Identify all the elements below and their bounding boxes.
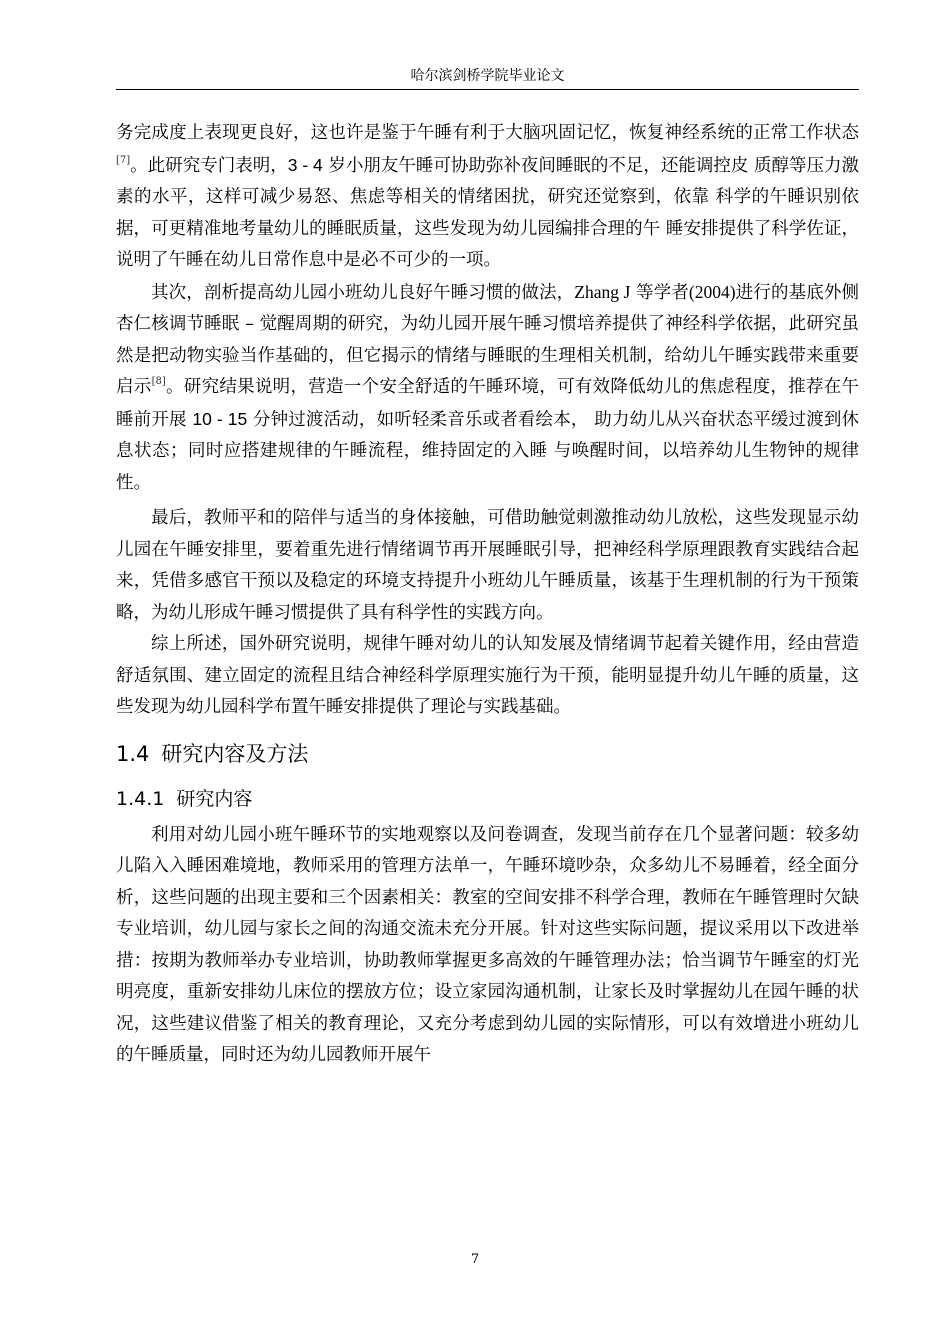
page-number: 7 xyxy=(470,1252,480,1267)
paragraph-1-text-b: 。此研究专门表明， xyxy=(130,155,288,176)
author-name: Zhang J xyxy=(574,281,631,302)
paragraph-1-text-a: 务完成度上表现更良好，这也许是鉴于午睡有利于大脑巩固记忆，恢复神经系统的正常工作状态 xyxy=(116,123,859,143)
section-number: 1.4 xyxy=(116,741,150,766)
paragraph-4-text: 综上所述，国外研究说明，规律午睡对幼儿的认知发展及情绪调节起着关键作用，经由营造舒适氛围、建立固定的流程且结合神经科学原理实施行为干预，能明显提升幼儿午睡的质量，这些发现为幼儿园科学布置午睡安排提供了理论与实践基础。 xyxy=(116,634,859,717)
minutes-range: 10 - 15 xyxy=(192,408,248,429)
paragraph-4 xyxy=(116,629,859,724)
running-header: 哈尔滨剑桥学院毕业论文 xyxy=(410,68,565,84)
paragraph-5: 利用对幼儿园小班午睡环节的实地观察以及问卷调查，发现当前存在几个显著问题：较多幼儿陷入入睡困难境地，教师采用的管理方法单一，午睡环境吵杂，众多幼儿不易睡着，经全面分析，这些问题的出现主要和三个因素相关：教室的空间安排不科学合理，教师在午睡管理时欠缺专业培训，幼儿园与家长之间的沟通交流未充分开展。针对这些实际问题，提议采用以下改进举措：按期为教师举办专业培训，协助教师掌握更多高效的午睡管理办法；恰当调节午睡室的灯光明亮度，重新安排幼儿床位的摆放方位；设立家园沟通机制，让家长及时掌握幼儿在园午睡的状况，这些建议借鉴了相关的教育理论，又充分考虑到幼儿园的实际情形，可以有效增进小班幼儿的午睡质量，同时还为幼儿园教师开展午 xyxy=(116,824,859,1065)
header-rule xyxy=(116,89,859,90)
section-heading-1-4 xyxy=(116,734,859,774)
subsection-title: 研究内容 xyxy=(176,787,253,810)
paragraph-1-text-c: 岁小朋友午睡可协助弥补夜间睡眠的不足，还能调控皮 质醇等压力激素的水平，这样可减少易怒、焦虑等相关的情绪困扰，研究还觉察到，依靠 科学的午睡识别依据，可更精准地考量幼儿的睡眠质量，这些发现为幼儿园编排合理的午 睡安排提供了科学佐证，说明了午睡在幼儿日常作息中是必不可少的一项。 xyxy=(116,155,859,270)
paragraph-2-text-e: 分钟过渡活动，如听轻柔音乐或者看绘本， 助力幼儿从兴奋状态平缓过渡到休息状态；同时应搭建规律的午睡流程，维持固定的入睡 与唤醒时间，以培养幼儿生物钟的规律性。 xyxy=(116,409,860,493)
paragraph-3: 最后，教师平和的陪伴与适当的身体接触，可借助触觉刺激推动幼儿放松，这些发现显示幼儿园在午睡安排里，要着重先进行情绪调节再开展睡眠引导，把神经科学原理跟教育实践结合起来，凭借多感官干预以及稳定的环境支持提升小班幼儿午睡质量，该基于生理机制的行为干预策略，为幼儿形成午睡习惯提供了具有科学性的实践方向。 xyxy=(116,508,859,623)
paragraph-2-text-b: 等学者 xyxy=(630,282,689,303)
section-title: 研究内容及方法 xyxy=(161,741,309,766)
subsection-heading-1-4-1 xyxy=(116,780,859,818)
paragraph-2-text-c: 进行的基底外侧杏仁核调节睡眠 – 觉醒周期的研究，为幼儿园开展午睡习惯培养提供了神经科学依据，此研究虽然是把动物实验当作基础的，但它揭示的情绪与睡眠的生理相关机制，给幼儿午睡实践带来重要启示 xyxy=(116,282,859,397)
paragraph-2 xyxy=(116,277,859,500)
subsection-number: 1.4.1 xyxy=(116,787,165,810)
citation-8: [8] xyxy=(151,376,166,387)
age-range: 3 - 4 xyxy=(287,154,323,175)
paragraph-2-text-a: 其次，剖析提高幼儿园小班幼儿良好午睡习惯的做法， xyxy=(151,282,575,303)
citation-7: [7] xyxy=(116,154,131,166)
page-body xyxy=(116,118,859,1072)
paragraph-2-text-d: 。研究结果说明，营造一个安全舒适的午睡环境，可有效降低幼儿的焦虑程度，推荐在午睡前开展 xyxy=(116,377,860,430)
paragraph-1 xyxy=(116,118,859,277)
citation-year: (2004) xyxy=(688,281,736,302)
